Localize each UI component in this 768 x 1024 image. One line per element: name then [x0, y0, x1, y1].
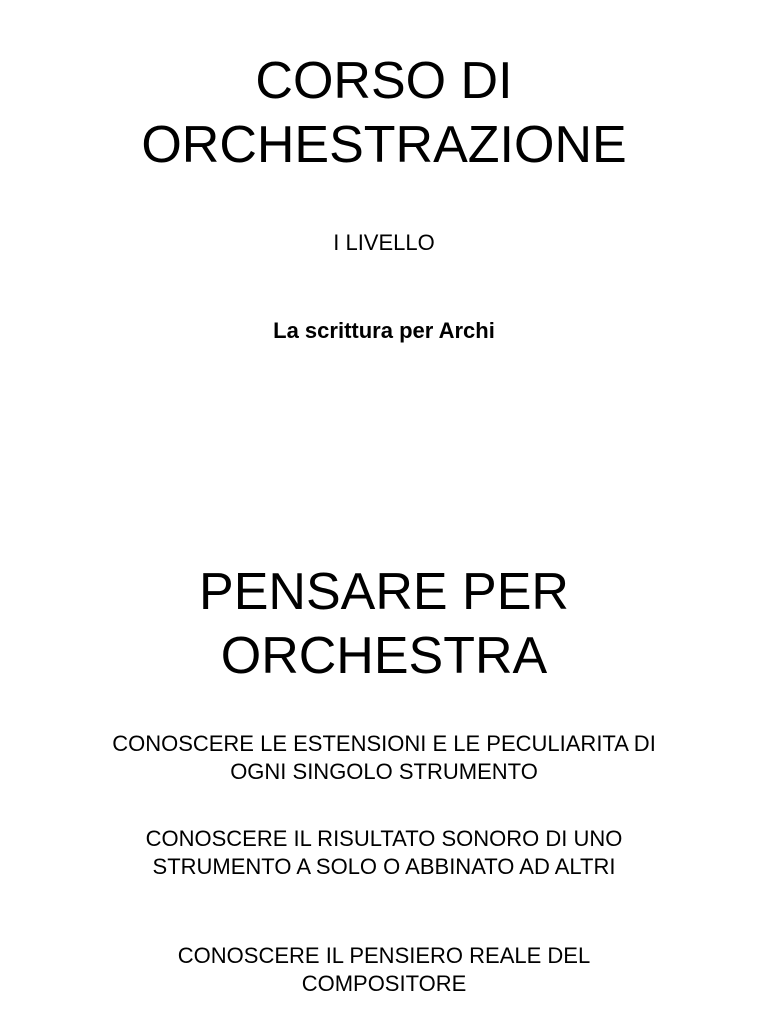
point-composer-thought: [0, 942, 768, 998]
course-title-line-2: ORCHESTRAZIONE: [141, 116, 627, 174]
section-title-line-1: PENSARE PER: [199, 563, 569, 621]
point-1-line-2: OGNI SINGOLO STRUMENTO: [230, 759, 538, 784]
point-instrument-ranges: [0, 730, 768, 786]
course-title-line-1: CORSO DI: [255, 52, 513, 110]
section-title-line-2: ORCHESTRA: [220, 627, 548, 685]
point-2-line-2: STRUMENTO A SOLO O ABBINATO AD ALTRI: [152, 854, 616, 879]
point-1-line-1: CONOSCERE LE ESTENSIONI E LE PECULIARITA DI: [112, 731, 656, 756]
course-level: I LIVELLO: [333, 230, 435, 255]
point-3-line-1: CONOSCERE IL PENSIERO REALE DEL: [177, 943, 591, 968]
section-title: [0, 560, 768, 688]
course-subtitle: La scrittura per Archi: [273, 318, 495, 343]
slide-orchestra-thinking: [0, 512, 768, 1024]
point-2-line-1: CONOSCERE IL RISULTATO SONORO DI UNO: [145, 826, 623, 851]
point-3-line-2: COMPOSITORE: [301, 971, 467, 996]
course-title: [0, 49, 768, 177]
point-sound-result: [0, 825, 768, 881]
